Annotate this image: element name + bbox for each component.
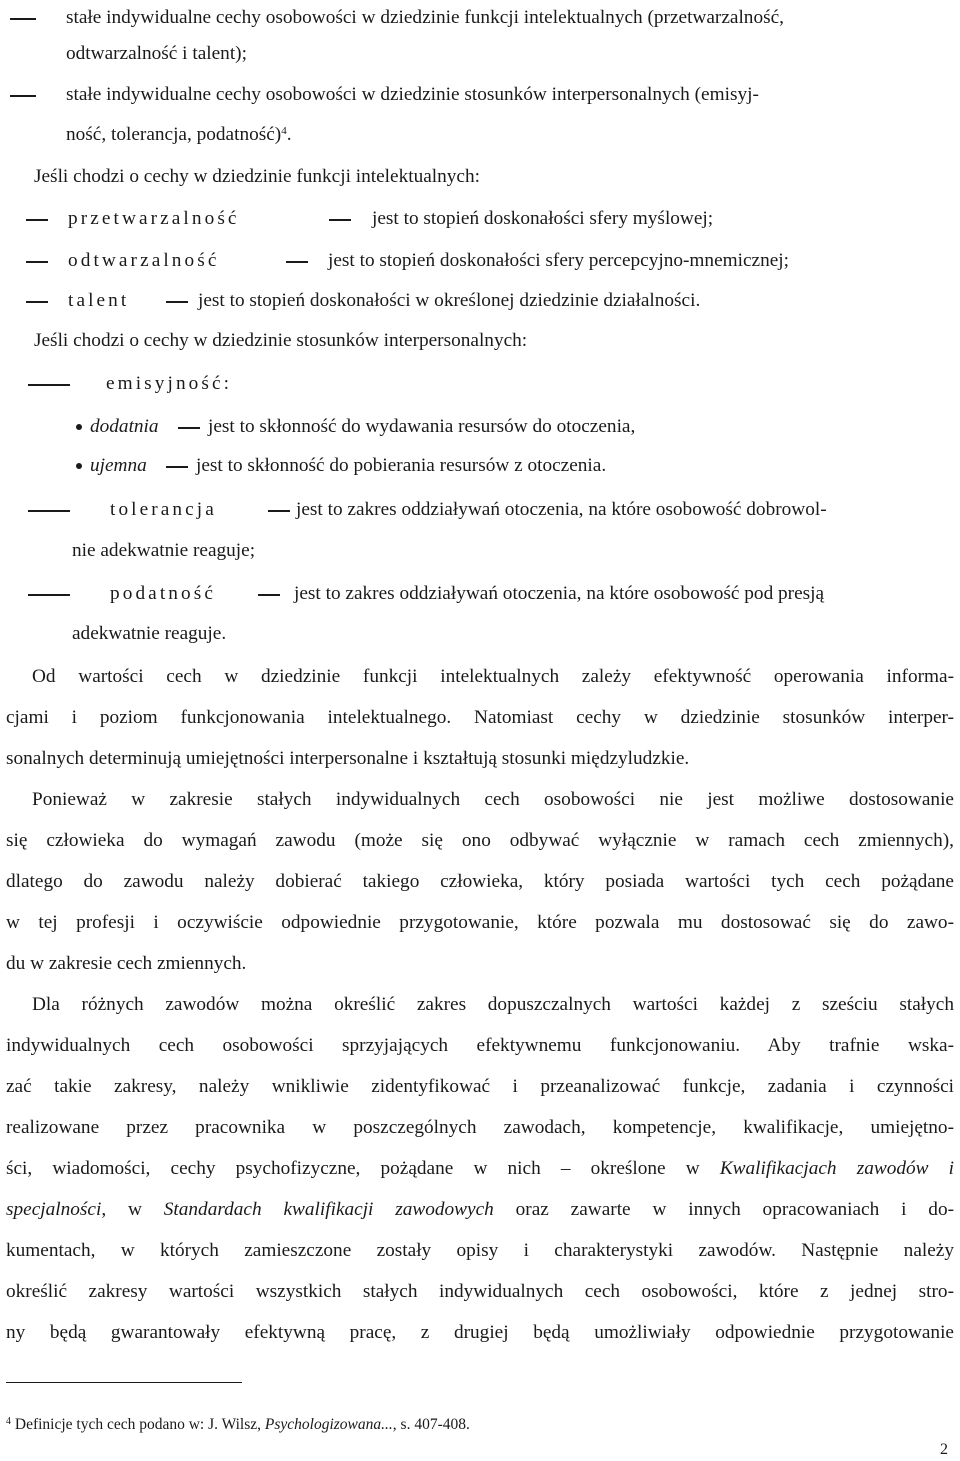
dash-icon bbox=[26, 261, 48, 263]
paragraph-line bbox=[6, 1155, 954, 1183]
intro-text: Jeśli chodzi o cechy w dziedzinie funkcji intelektualnych: bbox=[34, 166, 480, 187]
term: talent bbox=[68, 290, 130, 311]
term-wrapper bbox=[106, 370, 229, 398]
list-item-2 bbox=[6, 81, 954, 109]
paragraph-line: indywidualnych cech osobowości sprzyjających efektywnemu funkcjonowaniu. Aby trafnie wska- bbox=[6, 1035, 954, 1056]
footnote bbox=[6, 1414, 470, 1436]
dash-icon bbox=[268, 510, 290, 512]
paragraph-intro-interpersonal bbox=[6, 327, 954, 355]
bullet-icon bbox=[76, 424, 82, 430]
dash-icon bbox=[10, 95, 36, 97]
definition-cont: nie adekwatnie reaguje; bbox=[72, 540, 256, 561]
dash-icon bbox=[28, 594, 70, 596]
definition: jest to stopień doskonałości sfery percepcyjno-mnemicznej; bbox=[328, 250, 790, 271]
footnote-number: 4 bbox=[6, 1416, 11, 1427]
definition: jest to skłonność do pobierania resursów z otoczenia. bbox=[196, 455, 607, 476]
dash-icon bbox=[286, 261, 308, 263]
paragraph-line bbox=[6, 1196, 954, 1224]
def-tolerancja bbox=[6, 496, 954, 524]
def-ujemna bbox=[6, 452, 954, 480]
text-segment: , w bbox=[101, 1199, 164, 1220]
list-item-text: odtwarzalność i talent); bbox=[66, 43, 247, 64]
paragraph-line: Ponieważ w zakresie stałych indywidualnych cech osobowości nie jest możliwe dostosowanie bbox=[32, 789, 954, 810]
list-item-text: stałe indywidualne cechy osobowości w dziedzinie stosunków interpersonalnych (emisyj- bbox=[66, 84, 759, 105]
paragraph-line: Dla różnych zawodów można określić zakres dopuszczalnych wartości każdej z sześciu stałych bbox=[32, 994, 954, 1015]
text-segment: oraz zawarte w innych opracowaniach i do- bbox=[493, 1199, 955, 1220]
paragraph-line: du w zakresie cech zmiennych. bbox=[6, 953, 247, 974]
dash-icon bbox=[258, 594, 280, 596]
title-italic: Kwalifikacjach zawodów i bbox=[719, 1158, 954, 1179]
term: tolerancja bbox=[110, 499, 217, 520]
def-talent bbox=[6, 287, 954, 315]
def-przetwarzalnosc bbox=[6, 205, 954, 233]
def-odtwarzalnosc bbox=[6, 247, 954, 275]
dash-icon bbox=[28, 384, 70, 386]
list-item-text: stałe indywidualne cechy osobowości w dziedzinie funkcji intelektualnych (przetwarzalność, bbox=[66, 7, 784, 28]
footnote-separator bbox=[6, 1382, 242, 1383]
footnote-text: Definicje tych cech podano w: J. Wilsz, bbox=[11, 1416, 265, 1433]
title-italic: Standardach kwalifikacji zawodowych bbox=[163, 1199, 494, 1220]
list-item-2-cont bbox=[6, 121, 954, 149]
paragraph-line: sonalnych determinują umiejętności interpersonalne i kształtują stosunki międzyludzkie. bbox=[6, 748, 690, 769]
paragraph-line: cjami i poziom funkcjonowania intelektualnego. Natomiast cechy w dziedzinie stosunków interper- bbox=[6, 707, 954, 728]
footnote-ref: 4 bbox=[281, 125, 287, 137]
paragraph-line: zać takie zakresy, należy wnikliwie zidentyfikować i przeanalizować funkcje, zadania i czynności bbox=[6, 1076, 954, 1097]
paragraph-line: się człowieka do wymagań zawodu (może się ono odbywać wyłącznie w ramach cech zmiennych), bbox=[6, 830, 954, 851]
list-item-text bbox=[66, 121, 292, 149]
definition: jest to stopień doskonałości sfery myślowej; bbox=[372, 208, 714, 229]
paragraph-line: dlatego do zawodu należy dobierać takiego człowieka, który posiada wartości tych cech pożądane bbox=[6, 871, 954, 892]
paragraph-line: określić zakresy wartości wszystkich stałych indywidualnych cech osobowości, które z jednej stro- bbox=[6, 1281, 954, 1302]
footnote-title: Psychologizowana... bbox=[264, 1416, 393, 1433]
paragraph-line: realizowane przez pracownika w poszczególnych zawodach, kompetencje, kwalifikacje, umiejętno- bbox=[6, 1117, 954, 1138]
dash-icon bbox=[10, 18, 36, 20]
definition: jest to skłonność do wydawania resursów do otoczenia, bbox=[208, 416, 636, 437]
footnote-text-end: , s. 407-408. bbox=[392, 1416, 470, 1433]
def-tolerancja-cont bbox=[6, 537, 954, 565]
dash-icon bbox=[26, 301, 48, 303]
dash-icon bbox=[178, 427, 200, 429]
term-colon: : bbox=[223, 373, 229, 394]
dash-icon bbox=[28, 510, 70, 512]
paragraph-intro-intellectual bbox=[6, 163, 954, 191]
def-emisyjnosc bbox=[6, 370, 954, 398]
paragraph-line: w tej profesji i oczywiście odpowiednie przygotowanie, które pozwala mu dostosować się do zawo- bbox=[6, 912, 954, 933]
paragraph-line: ny będą gwarantowały efektywną pracę, z drugiej będą umożliwiały odpowiednie przygotowanie bbox=[6, 1322, 954, 1343]
dash-icon bbox=[166, 301, 188, 303]
intro-text: Jeśli chodzi o cechy w dziedzinie stosunków interpersonalnych: bbox=[34, 330, 528, 351]
list-item-1 bbox=[6, 4, 954, 32]
definition: jest to zakres oddziaływań otoczenia, na które osobowość pod presją bbox=[294, 583, 825, 604]
bullet-icon bbox=[76, 463, 82, 469]
dash-icon bbox=[26, 219, 48, 221]
dash-icon bbox=[329, 219, 351, 221]
list-item-text-end: . bbox=[286, 124, 292, 145]
term: podatność bbox=[110, 583, 216, 604]
list-item-1-cont bbox=[6, 40, 954, 68]
def-podatnosc-cont bbox=[6, 620, 954, 648]
definition-cont: adekwatnie reaguje. bbox=[72, 623, 227, 644]
text-segment: ści, wiadomości, cechy psychofizyczne, pożądane w nich – określone w bbox=[6, 1158, 720, 1179]
definition: jest to zakres oddziaływań otoczenia, na które osobowość dobrowol- bbox=[296, 499, 827, 520]
term: odtwarzalność bbox=[68, 250, 220, 271]
def-dodatnia bbox=[6, 413, 954, 441]
term: ujemna bbox=[90, 455, 147, 476]
title-italic: specjalności bbox=[6, 1199, 102, 1220]
paragraph-line: Od wartości cech w dziedzinie funkcji intelektualnych zależy efektywność operowania informa- bbox=[32, 666, 954, 687]
dash-icon bbox=[166, 466, 188, 468]
paragraph-line: kumentach, w których zamieszczone zostały opisy i charakterystyki zawodów. Następnie należy bbox=[6, 1240, 954, 1261]
definition: jest to stopień doskonałości w określonej dziedzinie działalności. bbox=[198, 290, 701, 311]
def-podatnosc bbox=[6, 580, 954, 608]
term: dodatnia bbox=[90, 416, 159, 437]
list-item-text-part: ność, tolerancja, podatność) bbox=[66, 124, 282, 145]
page-number: 2 bbox=[940, 1441, 948, 1458]
term: emisyjność bbox=[106, 373, 224, 394]
term: przetwarzalność bbox=[68, 208, 240, 229]
